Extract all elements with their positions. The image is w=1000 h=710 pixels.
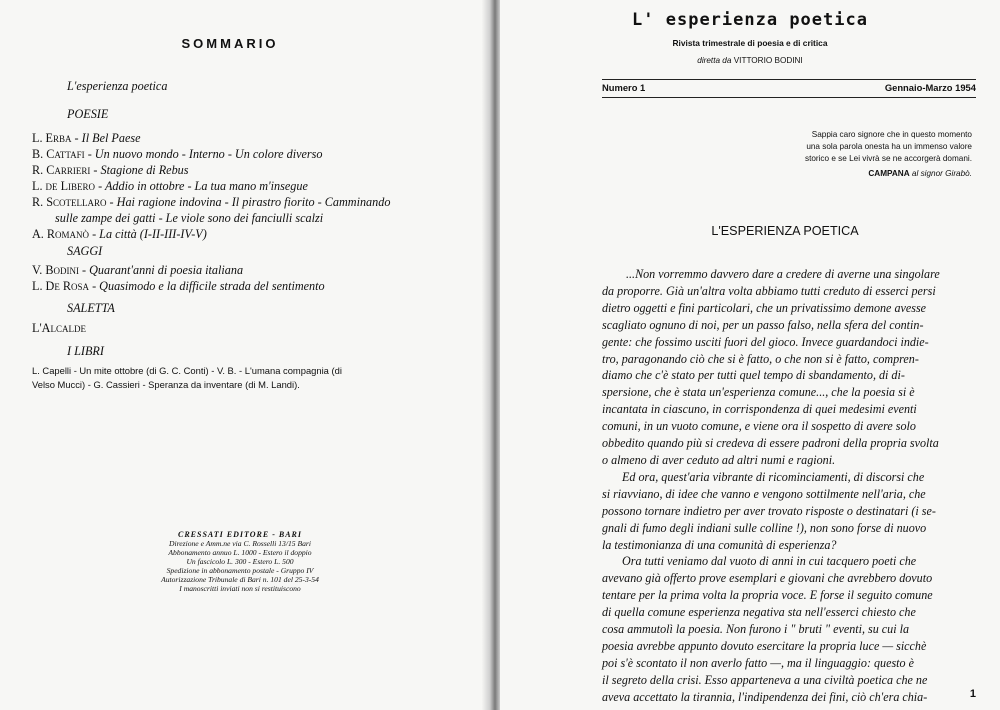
imprint-line: Direzione e Amm.ne via C. Rosselli 13/15 Bari xyxy=(169,539,311,548)
issue-number: Numero 1 xyxy=(602,82,646,93)
epigraph xyxy=(805,129,972,180)
toc-works: - Un nuovo mondo - Interno - Un colore diverso xyxy=(87,147,323,161)
body-line: incantata in ciascuno, in corrispondenza di quei medesimi eventi xyxy=(602,402,917,417)
section-title-libri: I LIBRI xyxy=(67,344,104,358)
body-line: si riavviano, di idee che vanno e vengono sottilmente nell'aria, che xyxy=(602,486,926,501)
body-line: dietro oggetti e fini particolari, che un privatissimo demone avesse xyxy=(602,300,927,315)
masthead-subtitle: Rivista trimestrale di poesia e di critica xyxy=(672,38,828,48)
body-line: scagliato ognuno di noi, per un passo falso, nella sfera del contin- xyxy=(602,317,924,332)
body-line: da proporre. Già un'altra volta abbiamo tutti creduto di esserci persi xyxy=(602,283,936,298)
body-line: tentare per la prima volta la propria voce. E forse il seguito comune xyxy=(602,588,933,603)
masthead-title: L' esperienza poetica xyxy=(632,10,868,30)
toc-works: - Addio in ottobre - La tua mano m'insegue xyxy=(98,179,308,193)
toc-works: - Hai ragione indovina - Il pirastro fiorito - Camminando xyxy=(109,195,391,209)
header-rule-bottom xyxy=(602,97,976,98)
epigraph-line: Sappia caro signore che in questo momento xyxy=(811,130,972,139)
director-line xyxy=(500,56,1000,65)
libri-line: L. Capelli - Un mite ottobre (di G. C. Conti) - V. B. - L'umana compagnia (di xyxy=(32,365,342,376)
toc-entry xyxy=(32,179,308,194)
body-line: comuni, in un vuoto comune, e viene ora il sospetto di avere solo xyxy=(602,419,916,434)
publisher-imprint xyxy=(70,530,410,593)
body-line: possono tornare indietro per aver trovato risposte o destinatari (i se- xyxy=(602,503,936,518)
body-line: poi s'è scontato il non averlo fatto —, ma il linguaggio: questo è xyxy=(602,655,914,670)
director-prefix: diretta da xyxy=(697,56,732,65)
epigraph-line: una sola parola onesta ha un immenso valore xyxy=(806,142,972,151)
section-title-poesie: POESIE xyxy=(67,107,109,121)
body-line: Ora tutti veniamo dal vuoto di anni in cui tacquero poeti che xyxy=(622,554,917,569)
toc-entry xyxy=(32,147,322,162)
body-line: ...Non vorremmo davvero dare a credere di averne una singolare xyxy=(626,267,940,281)
body-line: Ed ora, quest'aria vibrante di ricominciamenti, di discorsi che xyxy=(622,469,925,484)
imprint-line: Spedizione in abbonamento postale - Gruppo IV xyxy=(166,566,314,575)
body-line: poesia avrebbe appunto dovuto esercitare la propria luce — sicchè xyxy=(602,638,927,653)
director-name: VITTORIO BODINI xyxy=(733,56,803,65)
toc-entry xyxy=(32,131,141,146)
toc-works: - Il Bel Paese xyxy=(74,131,141,145)
section-title-saggi: SAGGI xyxy=(67,244,103,258)
issue-date: Gennaio-Marzo 1954 xyxy=(884,82,976,93)
body-line: il segreto della crisi. Esso apparteneva a una civiltà poetica che ne xyxy=(602,672,928,687)
imprint-line: I manoscritti inviati non si restituiscono xyxy=(179,584,301,593)
toc-works-continued: sulle zampe dei gatti - Le viole sono dei fanciulli scalzi xyxy=(55,211,324,225)
body-line: gnali di fumo degli indiani sulle colline !), non sono forse di nuovo xyxy=(602,520,927,535)
toc-author: B. Cattafi xyxy=(32,147,85,161)
toc-entry xyxy=(32,279,325,294)
imprint-title: CRESSATI EDITORE - BARI xyxy=(177,530,302,539)
toc-author: R. Carrieri xyxy=(32,163,91,177)
toc-entry xyxy=(32,163,189,178)
toc-author: A. Romanò xyxy=(32,227,90,241)
toc-works: - Quasimodo e la difficile strada del sentimento xyxy=(92,279,325,293)
epigraph-line: storico e se Lei vivrà se ne accorgerà domani. xyxy=(804,154,972,163)
toc-author: R. Scotellaro xyxy=(32,195,107,209)
body-line: obbedito quando più si credeva di essere padroni della propria svolta xyxy=(602,436,939,451)
toc-author: V. Bodini xyxy=(32,263,79,277)
toc-entry xyxy=(32,227,207,242)
body-line: avevano già offerto prove esemplari e giovani che avrebbero dovuto xyxy=(602,571,933,586)
libri-line: Velso Mucci) - G. Cassieri - Speranza da inventare (di M. Landi). xyxy=(32,379,300,390)
toc-works: - La città (I-II-III-IV-V) xyxy=(92,227,207,241)
body-line: spersione, che è stata un'esperienza comune..., che la poesia si è xyxy=(602,385,915,400)
toc-author: L. de Libero xyxy=(32,179,96,193)
page-number: 1 xyxy=(969,688,976,700)
toc-author: L'Alcalde xyxy=(32,321,86,335)
body-line: o almeno di aver ceduto ad altri numi e ragioni. xyxy=(602,452,836,467)
sommario-heading: SOMMARIO xyxy=(181,36,279,51)
body-line: gente: che fossimo usciti fuori del gioco. Invece guardandoci indie- xyxy=(602,334,929,349)
toc-works: - Stagione di Rebus xyxy=(93,163,189,177)
right-page xyxy=(500,0,1000,710)
imprint-line: Abbonamento annuo L. 1000 - Estero il doppio xyxy=(168,548,312,557)
body-line: aveva accettato la tirannia, l'indipendenza dei fini, ciò ch'era chia- xyxy=(602,689,928,704)
body-line: cosa ammutolì la poesia. Non furono i " bruti " eventi, su cui la xyxy=(602,622,909,637)
section-title-saletta: SALETTA xyxy=(67,301,115,315)
epigraph-author: CAMPANA xyxy=(868,169,910,178)
body-line: diamo che c'è stato per tutti quel tempo di sbandamento, di di- xyxy=(602,368,905,383)
toc-author: L. De Rosa xyxy=(32,279,90,293)
toc-works: - Quarant'anni di poesia italiana xyxy=(82,263,244,277)
epigraph-source: al signor Girabò. xyxy=(911,169,972,178)
article-title: L'ESPERIENZA POETICA xyxy=(711,224,859,238)
body-line: tro, paragonando ciò che si è fatto, o che non si è fatto, compren- xyxy=(602,351,919,366)
body-line: la testimonianza di una comunità di esperienza? xyxy=(602,537,837,552)
body-line: di quella comune esperienza negativa sta nell'esserci chiesto che xyxy=(602,605,916,620)
imprint-line: Un fascicolo L. 300 - Estero L. 500 xyxy=(186,557,294,566)
left-page xyxy=(0,0,490,710)
toc-entry xyxy=(32,263,243,278)
journal-name: L'esperienza poetica xyxy=(67,79,168,93)
toc-author: L. Erba xyxy=(32,131,72,145)
epigraph-attribution xyxy=(805,168,972,180)
imprint-line: Autorizzazione Tribunale di Bari n. 101 del 25-3-54 xyxy=(161,575,319,584)
header-rule-top xyxy=(602,79,976,80)
toc-entry xyxy=(32,195,390,210)
article-body xyxy=(500,266,940,706)
